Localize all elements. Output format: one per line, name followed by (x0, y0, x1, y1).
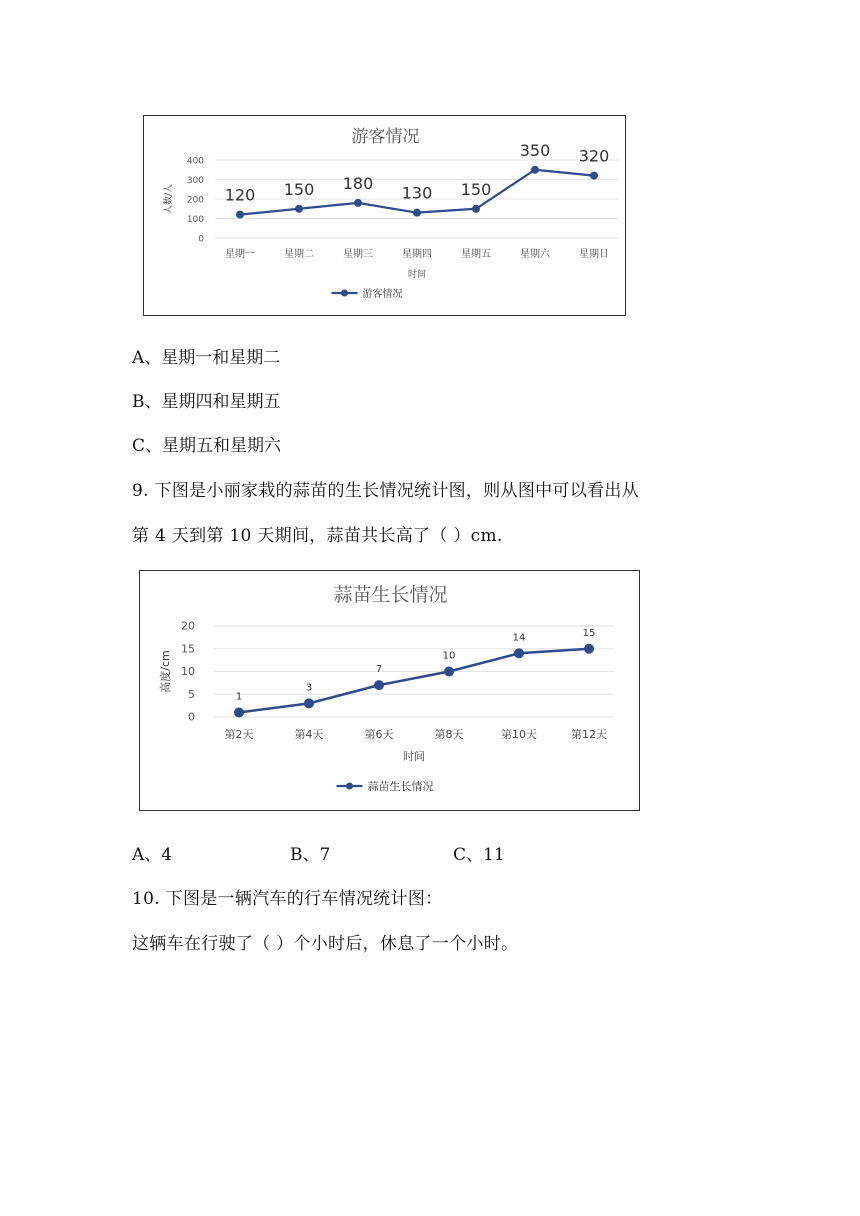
chart-svg (140, 571, 641, 812)
data-label: 350 (519, 140, 551, 160)
data-label: 10 (442, 650, 456, 662)
y-tick-label: 20 (181, 619, 195, 633)
y-tick-label: 15 (181, 642, 195, 656)
data-label: 15 (582, 627, 596, 639)
data-point (590, 172, 598, 180)
x-tick-label: 星期二 (284, 249, 314, 260)
tourist-chart (143, 115, 626, 316)
data-point (234, 707, 244, 717)
data-point (531, 166, 539, 174)
y-tick-label: 5 (188, 687, 195, 701)
x-tick-label: 第6天 (364, 728, 394, 741)
x-tick-label: 第2天 (224, 728, 254, 741)
q10-text-line1: 10. 下图是一辆汽车的行车情况统计图： (132, 889, 443, 909)
q10-text-line2: 这辆车在行驶了（ ）个小时后，休息了一个小时。 (132, 934, 519, 954)
x-tick-label: 第12天 (571, 728, 607, 741)
x-axis-label: 时间 (403, 750, 425, 763)
x-tick-label: 星期一 (225, 249, 255, 260)
q9-text-line2: 第 4 天到第 10 天期间，蒜苗共长高了（ ）cm. (132, 526, 503, 546)
garlic-chart (139, 570, 640, 811)
data-point (584, 644, 594, 654)
data-point (472, 205, 480, 213)
x-tick-label: 星期日 (579, 249, 609, 260)
data-label: 320 (578, 146, 610, 166)
y-tick-label: 200 (186, 195, 204, 206)
x-tick-label: 第10天 (501, 728, 537, 741)
q8-option-b: B、星期四和星期五 (132, 392, 281, 412)
y-axis-label: 高度/cm (159, 650, 172, 693)
q9-option-c: C、11 (453, 845, 505, 865)
legend-label: 蒜苗生长情况 (367, 780, 434, 793)
data-point (514, 648, 524, 658)
data-point (304, 698, 314, 708)
y-axis-label: 人数/人 (164, 183, 174, 215)
data-point (236, 211, 244, 219)
x-axis-label: 时间 (407, 270, 427, 280)
series-line (239, 649, 589, 713)
chart-title: 蒜苗生长情况 (333, 584, 448, 606)
data-label: 120 (224, 185, 256, 205)
q8-option-c: C、星期五和星期六 (132, 436, 282, 456)
y-tick-label: 300 (186, 176, 204, 186)
chart-svg (144, 116, 627, 317)
data-label: 150 (460, 179, 492, 199)
x-tick-label: 第4天 (294, 728, 324, 741)
data-label: 150 (283, 179, 315, 199)
data-point (444, 667, 454, 677)
legend-marker (346, 783, 353, 790)
data-label: 7 (375, 664, 383, 676)
q9-option-b: B、7 (290, 845, 331, 865)
q9-option-a: A、4 (132, 845, 173, 865)
data-label: 180 (342, 173, 374, 193)
q8-option-a: A、星期一和星期二 (132, 348, 281, 368)
x-tick-label: 星期五 (461, 249, 491, 260)
legend-label: 游客情况 (362, 289, 403, 300)
q9-text-line1: 9. 下图是小丽家栽的蒜苗的生长情况统计图，则从图中可以看出从 (132, 481, 639, 501)
x-tick-label: 星期三 (343, 249, 373, 260)
y-tick-label: 0 (188, 710, 195, 724)
y-tick-label: 0 (198, 234, 204, 245)
x-tick-label: 星期六 (520, 249, 550, 260)
data-point (354, 199, 362, 207)
x-tick-label: 星期四 (402, 249, 432, 260)
data-label: 3 (305, 682, 313, 694)
data-point (374, 680, 384, 690)
y-tick-label: 100 (186, 215, 204, 225)
data-point (413, 209, 421, 217)
y-tick-label: 10 (181, 665, 195, 678)
y-tick-label: 400 (186, 156, 204, 167)
data-label: 14 (512, 632, 526, 644)
data-label: 130 (401, 183, 433, 203)
legend-marker (341, 290, 348, 297)
chart-title: 游客情况 (351, 127, 420, 147)
data-point (295, 205, 303, 213)
x-tick-label: 第8天 (434, 728, 464, 741)
data-label: 1 (235, 691, 243, 703)
